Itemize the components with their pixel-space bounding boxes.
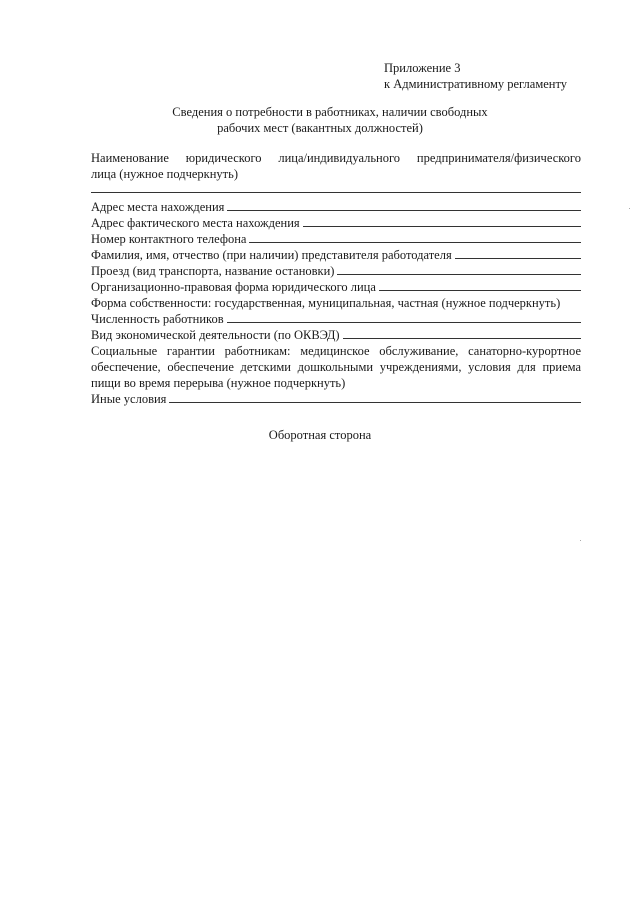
employees-label: Численность работников <box>91 312 224 326</box>
org-name-blank[interactable] <box>91 182 581 193</box>
org-name-label-1: Наименование юридического лица/индивидуального предпринимателя/физического <box>91 151 581 165</box>
phone-label: Номер контактного телефона <box>91 232 247 246</box>
legal-form-blank[interactable] <box>379 290 581 291</box>
activity-label: Вид экономической деятельности (по ОКВЭД) <box>91 328 340 342</box>
legal-form-row <box>91 279 581 295</box>
title-line-2: рабочих мест (вакантных должностей) <box>217 121 423 135</box>
representative-row <box>91 247 581 263</box>
social-label-3: пищи во время перерыва (нужное подчеркнуть) <box>91 376 346 390</box>
representative-label: Фамилия, имя, отчество (при наличии) представителя работодателя <box>91 248 452 262</box>
representative-blank[interactable] <box>455 258 581 259</box>
other-row <box>91 391 581 407</box>
actual-address-row <box>91 215 581 231</box>
actual-address-blank[interactable] <box>303 226 581 227</box>
transport-label: Проезд (вид транспорта, название остановки) <box>91 264 335 278</box>
ownership-label: Форма собственности: государственная, муниципальная, частная (нужное подчеркнуть) <box>91 296 561 310</box>
scan-speck <box>580 540 581 541</box>
social-label-1: Социальные гарантии работникам: медицинское обслуживание, санаторно-курортное <box>91 344 581 358</box>
ownership-row <box>91 295 581 311</box>
activity-blank[interactable] <box>343 338 581 339</box>
phone-blank[interactable] <box>249 242 581 243</box>
social-label-2: обеспечение, обеспечение детскими дошкольными учреждениями, условия для приема <box>91 360 581 374</box>
employer-form <box>91 150 581 407</box>
org-name-label-2: лица (нужное подчеркнуть) <box>91 167 238 181</box>
appendix-reference: к Административному регламенту <box>384 77 568 91</box>
address-label: Адрес места нахождения <box>91 200 225 214</box>
title-line-1: Сведения о потребности в работниках, наличии свободных <box>172 105 488 119</box>
employees-row <box>91 311 581 327</box>
legal-form-label: Организационно-правовая форма юридического лица <box>91 280 376 294</box>
scan-speck <box>629 208 630 209</box>
employees-blank[interactable] <box>227 322 581 323</box>
other-blank[interactable] <box>169 402 581 403</box>
actual-address-label: Адрес фактического места нахождения <box>91 216 300 230</box>
appendix-number: Приложение 3 <box>384 61 461 75</box>
document-title <box>0 104 640 136</box>
address-blank[interactable] <box>227 210 581 211</box>
address-row <box>91 199 581 215</box>
reverse-side-label: Оборотная сторона <box>268 428 372 442</box>
transport-blank[interactable] <box>337 274 581 275</box>
transport-row <box>91 263 581 279</box>
appendix-header <box>384 60 567 92</box>
activity-row <box>91 327 581 343</box>
phone-row <box>91 231 581 247</box>
other-label: Иные условия <box>91 392 167 406</box>
